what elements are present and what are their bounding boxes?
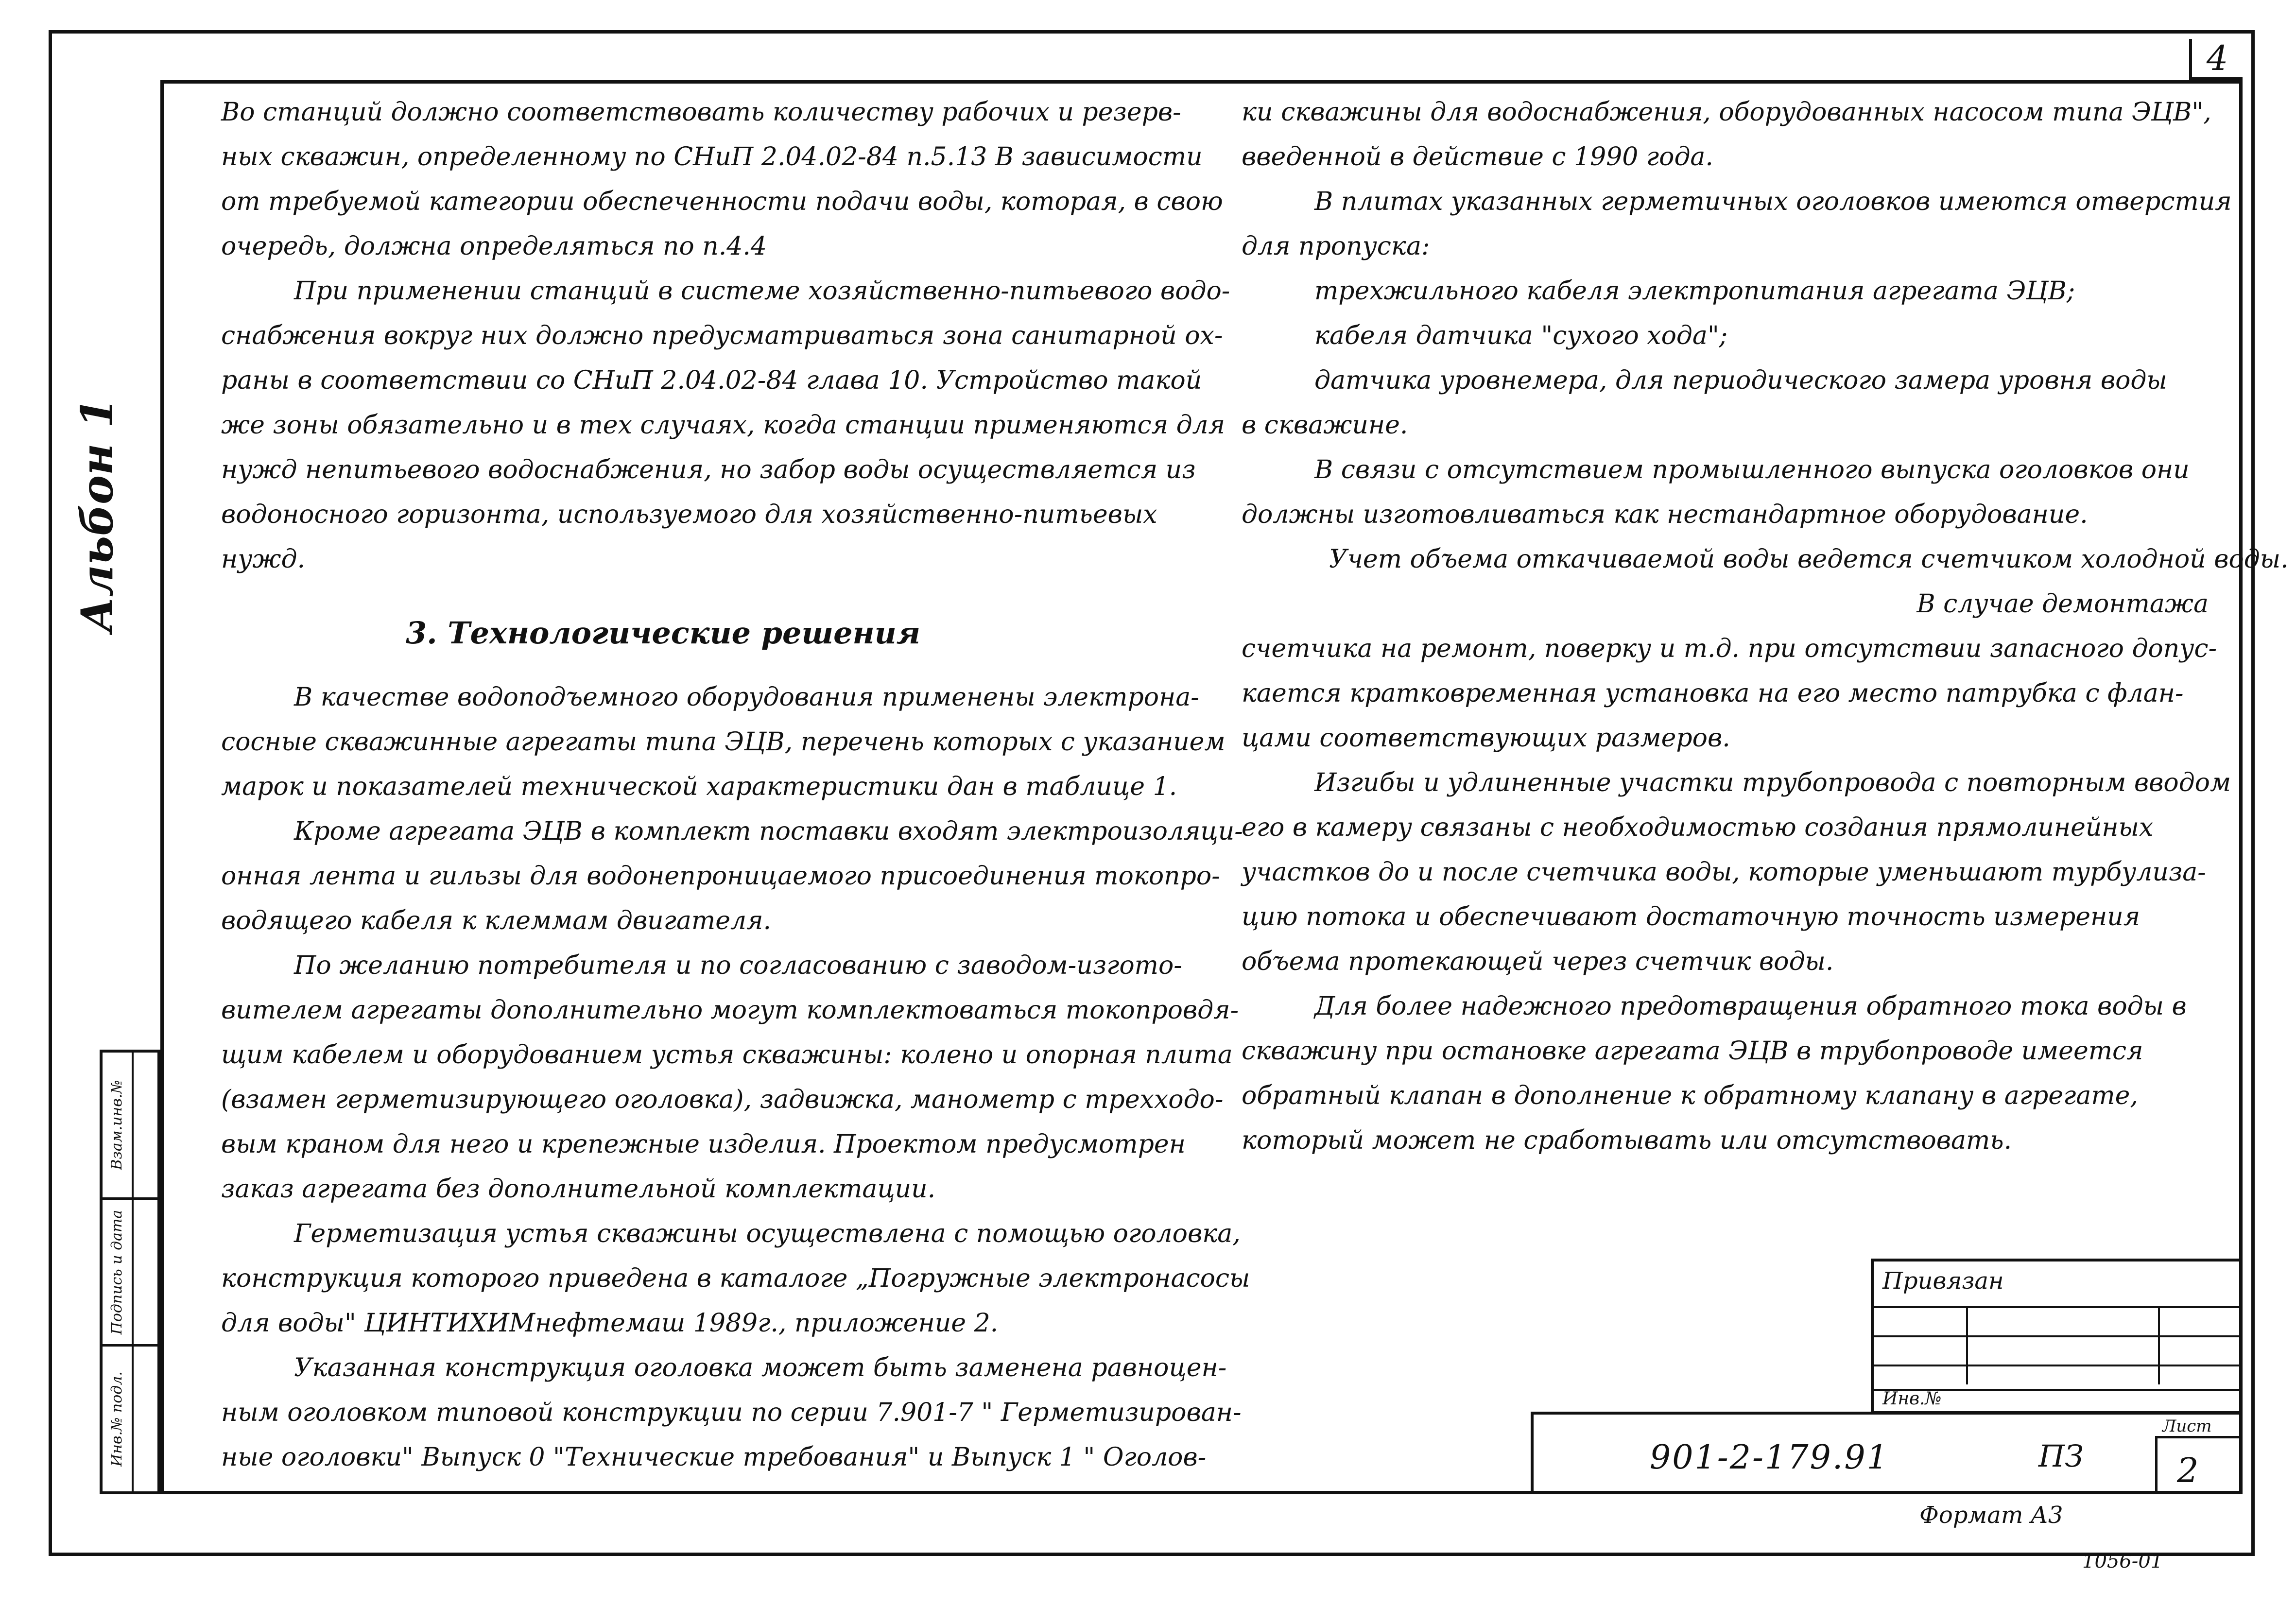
text-line: от требуемой категории обеспеченности подачи воды, которая, в свою <box>221 187 1223 216</box>
text-line: трехжильного кабеля электропитания агрегата ЭЦВ; <box>1314 276 2075 306</box>
text-line: Герметизация устья скважины осуществлена с помощью оголовка, <box>294 1219 1241 1248</box>
text-line: водоносного горизонта, используемого для хозяйственно-питьевых <box>221 500 1157 529</box>
text-line: В случае демонтажа <box>1916 589 2209 619</box>
left-text-column <box>221 90 1250 1480</box>
text-line: нужд. <box>221 545 306 574</box>
text-line: заказ агрегата без дополнительной комплектации. <box>221 1175 936 1204</box>
text-line: конструкция которого приведена в каталоге „Погружные электронасосы <box>221 1264 1250 1293</box>
text-line: объема протекающей через счетчик воды. <box>1242 947 1834 976</box>
text-line: счетчика на ремонт, поверку и т.д. при отсутствии запасного допус- <box>1242 634 2217 663</box>
text-line: цию потока и обеспечивают достаточную точность измерения <box>1242 902 2141 932</box>
stamp-label: Взам.инв.№ <box>108 1080 125 1170</box>
text-line: нужд непитьевого водоснабжения, но забор воды осуществляется из <box>221 455 1196 484</box>
tb-col-line <box>2158 1306 2160 1384</box>
text-line: Указанная конструкция оголовка может быть заменена равноцен- <box>294 1353 1227 1382</box>
text-line: ных скважин, определенному по СНиП 2.04.02-84 п.5.13 В зависимости <box>221 142 1203 172</box>
stamp-cell-signature <box>103 1200 157 1347</box>
text-line: водящего кабеля к клеммам двигателя. <box>221 906 772 935</box>
text-line: обратный клапан в дополнение к обратному клапану в агрегате, <box>1242 1081 2138 1110</box>
text-line: участков до и после счетчика воды, которые уменьшают турбулиза- <box>1242 858 2206 887</box>
text-line: Учет объема откачиваемой воды ведется счетчиком холодной воды. <box>1329 545 2289 574</box>
text-line: датчика уровнемера, для периодического замера уровня воды <box>1314 366 2167 395</box>
inv-label: Инв.№ <box>1882 1389 1942 1409</box>
text-line: ные оголовки" Выпуск 0 "Технические требования" и Выпуск 1 " Оголов- <box>221 1443 1207 1472</box>
stamp-cell-replace <box>103 1053 157 1200</box>
section-heading: 3. Технологические решения <box>406 615 921 651</box>
text-line: его в камеру связаны с необходимостью создания прямолинейных <box>1242 813 2154 842</box>
tb-row-line <box>1874 1306 2240 1308</box>
document-code: 901-2-179.91 <box>1650 1438 1889 1477</box>
text-line: снабжения вокруг них должно предусматриваться зона санитарной ох- <box>221 321 1223 350</box>
page-number: 4 <box>2189 39 2243 80</box>
text-line: При применении станций в системе хозяйственно-питьевого водо- <box>294 276 1230 306</box>
text-line: который может не сработывать или отсутствовать. <box>1242 1126 2012 1155</box>
archive-number: 1056-01 <box>2082 1550 2163 1572</box>
text-line: (взамен герметизирующего оголовка), задвижка, манометр с трехходо- <box>221 1085 1224 1114</box>
tb-row-line <box>1874 1335 2240 1337</box>
text-line: Для более надежного предотвращения обратного тока воды в <box>1314 992 2187 1021</box>
text-line: В качестве водоподъемного оборудования применены электрона- <box>294 683 1199 712</box>
right-text-column <box>1242 90 2289 1163</box>
stamp-divider <box>132 1347 134 1491</box>
text-line: сосные скважинные агрегаты типа ЭЦВ, перечень которых с указанием <box>221 727 1226 757</box>
tb-row-line <box>1874 1365 2240 1366</box>
format-label: Формат А3 <box>1919 1502 2063 1529</box>
text-line: щим кабелем и оборудованием устья скважины: колено и опорная плита <box>221 1040 1233 1070</box>
text-line: Во станций должно соответствовать количеству рабочих и резерв- <box>221 98 1181 127</box>
text-line: В связи с отсутствием промышленного выпуска оголовков они <box>1314 455 2190 484</box>
text-line: Кроме агрегата ЭЦВ в комплект поставки входят электроизоляци- <box>294 817 1243 846</box>
text-line: раны в соответствии со СНиП 2.04.02-84 глава 10. Устройство такой <box>221 366 1202 395</box>
text-line: скважину при остановке агрегата ЭЦВ в трубопроводе имеется <box>1242 1037 2143 1066</box>
text-line: вым краном для него и крепежные изделия. Проектом предусмотрен <box>221 1130 1186 1159</box>
text-line: должны изготовливаться как нестандартное оборудование. <box>1242 500 2088 529</box>
tb-col-line <box>1966 1306 1968 1384</box>
title-block-upper <box>1871 1259 2243 1414</box>
album-label: Альбон 1 <box>71 397 123 633</box>
left-stamp <box>100 1050 160 1494</box>
bound-label: Привязан <box>1882 1267 2004 1295</box>
text-line: для воды" ЦИНТИХИМнефтемаш 1989г., приложение 2. <box>221 1309 999 1338</box>
text-line: же зоны обязательно и в тех случаях, когда станции применяются для <box>221 411 1226 440</box>
text-line: в скважине. <box>1242 411 1408 440</box>
text-line: В плитах указанных герметичных оголовков имеются отверстия <box>1314 187 2232 216</box>
text-line: марок и показателей технической характеристики дан в таблице 1. <box>221 772 1177 801</box>
text-line: цами соответствующих размеров. <box>1242 724 1730 753</box>
text-line: По желанию потребителя и по согласованию с заводом-изгото- <box>294 951 1182 980</box>
text-line: ным оголовком типовой конструкции по серии 7.901-7 " Герметизирован- <box>221 1398 1242 1427</box>
text-line: введенной в действие с 1990 года. <box>1242 142 1713 172</box>
document-type: ПЗ <box>2038 1438 2084 1474</box>
text-line: очередь, должна определяться по п.4.4 <box>221 232 767 261</box>
sheet-box <box>2155 1436 2243 1494</box>
text-line: Изгибы и удлиненные участки трубопровода с повторным вводом <box>1314 768 2231 797</box>
stamp-divider <box>132 1053 134 1197</box>
stamp-label: Инв.№ подл. <box>108 1371 125 1467</box>
text-line: для пропуска: <box>1242 232 1430 261</box>
text-line: кается кратковременная установка на его место патрубка с флан- <box>1242 679 2184 708</box>
stamp-label: Подпись и дата <box>108 1210 125 1334</box>
text-line: кабеля датчика "сухого хода"; <box>1314 321 1728 350</box>
text-line: онная лента и гильзы для водонепроницаемого присоединения токопро- <box>221 862 1220 891</box>
text-line: ки скважины для водоснабжения, оборудованных насосом типа ЭЦВ", <box>1242 98 2211 127</box>
sheet-number: 2 <box>2177 1451 2199 1490</box>
stamp-divider <box>132 1200 134 1345</box>
text-line: вителем агрегаты дополнительно могут комплектоваться токопровдя- <box>221 996 1239 1025</box>
stamp-cell-inventory <box>103 1347 157 1491</box>
sheet-label: Лист <box>2162 1417 2212 1436</box>
